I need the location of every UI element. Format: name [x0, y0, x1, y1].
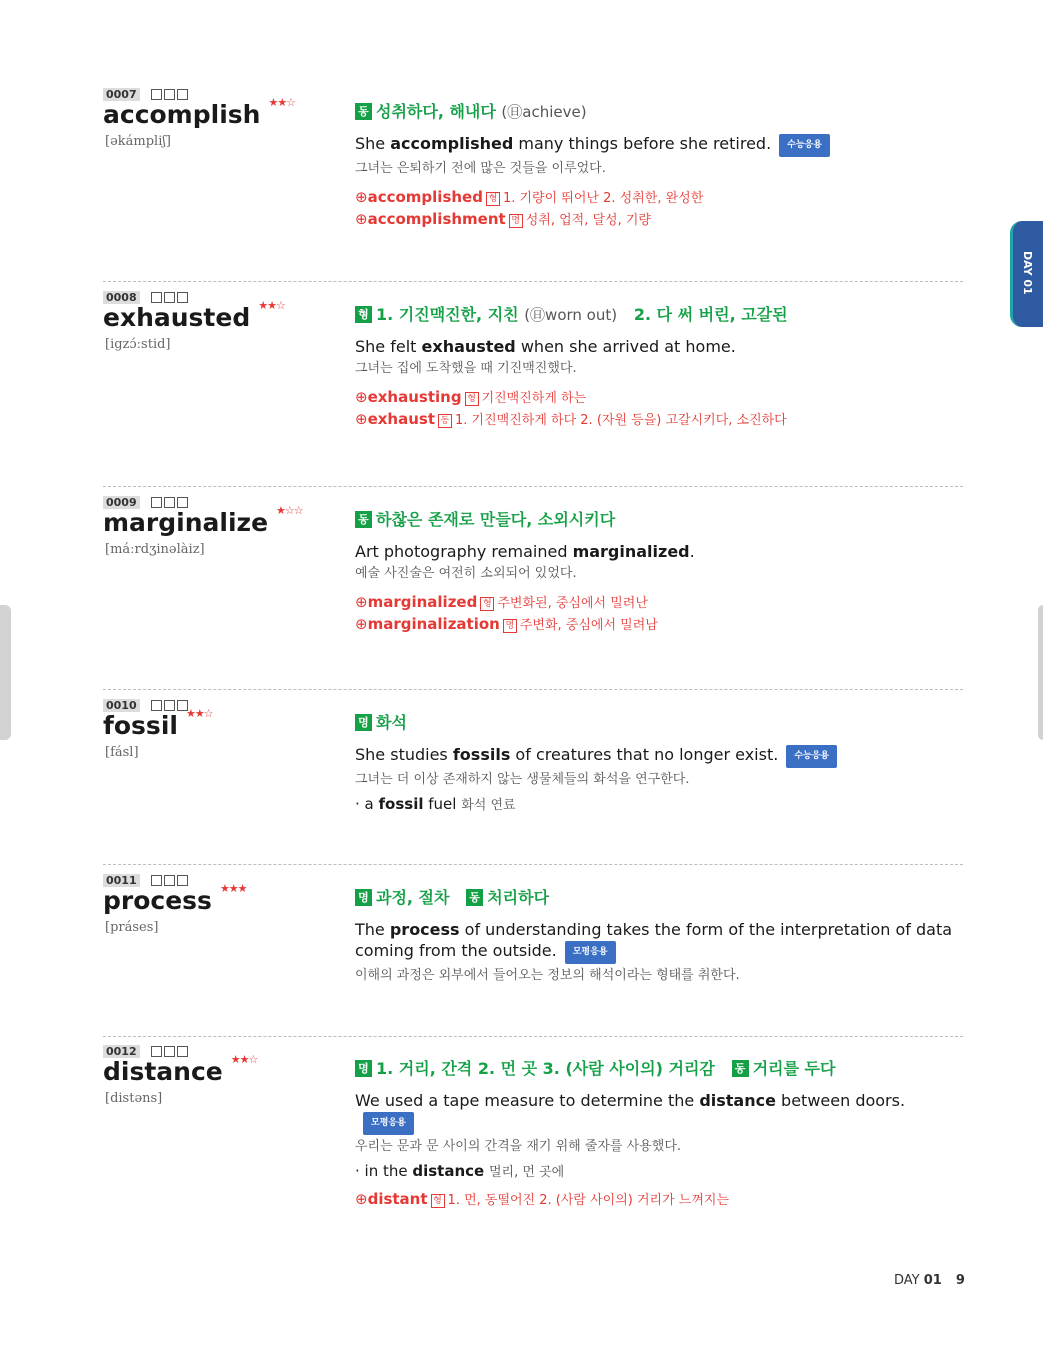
pos-tag: 동	[355, 103, 372, 120]
headword	[103, 1053, 258, 1086]
entry-number: 0012	[103, 1045, 140, 1058]
meaning	[355, 508, 955, 532]
phrase-text: fuel	[423, 795, 457, 813]
pronunciation: [máːrdʒinəlàiz]	[105, 542, 205, 557]
derivative-word: marginalization	[367, 615, 500, 633]
usage-phrase	[355, 1161, 955, 1180]
source-badge: 수능응용	[779, 134, 830, 157]
korean-translation: 그녀는 집에 도착했을 때 기진맥진했다.	[355, 361, 577, 376]
example-text: She studies	[355, 745, 453, 764]
pos-tag: 형	[355, 306, 372, 323]
example-text: between doors.	[775, 1091, 906, 1110]
right-edge-marker	[1038, 605, 1043, 740]
derivative: ⊕marginalized 형 주변화된, 중심에서 밀려난	[355, 593, 648, 611]
derivative-pos: 형	[480, 597, 494, 611]
review-checkboxes[interactable]	[151, 291, 188, 303]
phrase-keyword: fossil	[378, 795, 424, 813]
pronunciation: [əkámpliʃ]	[105, 134, 171, 149]
synonym: (㊐achieve)	[501, 103, 587, 121]
pronunciation: [igzɔ́ːstid]	[105, 337, 171, 352]
phrase-keyword: distance	[412, 1162, 485, 1180]
korean-translation: 그녀는 더 이상 존재하지 않는 생물체들의 화석을 연구한다.	[355, 772, 690, 787]
review-checkboxes[interactable]	[151, 874, 188, 886]
example-text: when she arrived at home.	[515, 337, 736, 356]
difficulty-stars: ★☆☆	[276, 504, 303, 517]
pronunciation: [distəns]	[105, 1091, 163, 1106]
derivative-word: marginalized	[367, 593, 478, 611]
meaning-text: 1. 거리, 간격 2. 먼 곳 3. (사람 사이의) 거리감	[376, 1059, 715, 1078]
checkbox[interactable]	[164, 700, 175, 711]
derivative-meaning: 1. 먼, 동떨어진 2. (사람 사이의) 거리가 느껴지는	[447, 1193, 730, 1208]
page-number: 9	[955, 1273, 965, 1288]
example-text: She	[355, 134, 391, 153]
source-badge: 모평응용	[565, 941, 616, 964]
phrase-translation: 화석 연료	[461, 798, 516, 813]
checkbox[interactable]	[177, 497, 188, 508]
entry-divider	[103, 1036, 963, 1037]
meaning	[355, 886, 955, 910]
checkbox[interactable]	[177, 1046, 188, 1057]
difficulty-stars: ★★★	[219, 882, 247, 895]
example-text: of understanding takes the form of the interpretation of data coming from the outside.	[355, 920, 953, 960]
headword-text: accomplish	[103, 100, 261, 129]
meaning-text: 성취하다, 해내다	[376, 102, 496, 121]
review-checkboxes[interactable]	[151, 496, 188, 508]
page-footer	[894, 1273, 965, 1288]
korean-translation: 이해의 과정은 외부에서 들어오는 정보의 해석이라는 형태를 취한다.	[355, 968, 740, 983]
example-keyword: marginalized	[572, 542, 690, 561]
pronunciation: [práses]	[105, 920, 159, 935]
pos-tag: 명	[355, 714, 372, 731]
derivative-word: exhausting	[367, 388, 462, 406]
day-tab[interactable]	[1010, 221, 1043, 327]
meaning-text: 과정, 절차	[376, 888, 450, 907]
derivative-meaning: 주변화, 중심에서 밀려남	[519, 618, 658, 633]
example-sentence	[355, 1090, 955, 1135]
entry-divider	[103, 486, 963, 487]
checkbox[interactable]	[164, 875, 175, 886]
phrase-text: · in the	[355, 1162, 413, 1180]
headword	[103, 707, 213, 740]
example-sentence	[355, 336, 955, 357]
checkbox[interactable]	[151, 700, 162, 711]
derivative-meaning: 성취, 업적, 달성, 기량	[525, 213, 651, 228]
derivative-pos: 명	[509, 214, 523, 228]
derivative-pos: 동	[438, 414, 452, 428]
phrase-translation: 멀리, 먼 곳에	[489, 1165, 565, 1180]
headword-text: marginalize	[103, 508, 269, 537]
korean-translation: 예술 사진술은 여전히 소외되어 있었다.	[355, 566, 577, 581]
derivative: ⊕accomplished 형 1. 기량이 뛰어난 2. 성취한, 완성한	[355, 188, 704, 206]
meaning	[355, 100, 955, 124]
headword	[103, 299, 285, 332]
example-keyword: process	[389, 920, 460, 939]
review-checkboxes[interactable]	[151, 1045, 188, 1057]
derivative-word: distant	[367, 1190, 428, 1208]
entry-number: 0007	[103, 88, 140, 101]
meaning-text: 화석	[376, 713, 407, 732]
derivative-meaning: 주변화된, 중심에서 밀려난	[497, 596, 648, 611]
difficulty-stars: ★★☆	[258, 299, 285, 312]
meaning	[355, 1057, 955, 1081]
derivative-pos: 형	[431, 1194, 445, 1208]
entry-divider	[103, 689, 963, 690]
pos-tag: 명	[355, 889, 372, 906]
example-keyword: exhausted	[421, 337, 516, 356]
derivatives	[355, 387, 955, 431]
difficulty-stars: ★★☆	[268, 96, 296, 109]
meaning-text: 1. 기진맥진한, 지친	[376, 305, 519, 324]
checkbox[interactable]	[164, 497, 175, 508]
synonym: (㊐worn out)	[524, 306, 618, 324]
headword	[103, 504, 303, 537]
derivative-word: accomplishment	[367, 210, 506, 228]
example-keyword: distance	[699, 1091, 776, 1110]
derivative-meaning: 1. 기량이 뛰어난 2. 성취한, 완성한	[502, 191, 704, 206]
example-text: many things before she retired.	[513, 134, 772, 153]
meaning-text: 하찮은 존재로 만들다, 소외시키다	[376, 510, 616, 529]
derivative: ⊕marginalization 명 주변화, 중심에서 밀려남	[355, 615, 658, 633]
example-keyword: accomplished	[390, 134, 514, 153]
entry-divider	[103, 281, 963, 282]
pos-tag: 명	[355, 1060, 372, 1077]
example-sentence	[355, 541, 955, 562]
derivative: ⊕exhaust 동 1. 기진맥진하게 하다 2. (자원 등을) 고갈시키다, 소진하다	[355, 410, 787, 428]
derivative: ⊕distant 형 1. 먼, 동떨어진 2. (사람 사이의) 거리가 느껴지는	[355, 1190, 730, 1208]
derivatives	[355, 592, 955, 636]
checkbox[interactable]	[151, 292, 162, 303]
headword	[103, 882, 247, 915]
entry-number: 0008	[103, 291, 140, 304]
derivative: ⊕exhausting 형 기진맥진하게 하는	[355, 388, 587, 406]
meaning-text: 처리하다	[487, 888, 550, 907]
footer-day-number: 01	[923, 1273, 942, 1288]
example-sentence	[355, 133, 955, 157]
pos-tag: 동	[466, 889, 483, 906]
entry-number: 0011	[103, 874, 140, 887]
entry-number: 0009	[103, 496, 140, 509]
entry-number: 0010	[103, 699, 140, 712]
review-checkboxes[interactable]	[151, 88, 188, 100]
derivative-pos: 형	[486, 192, 500, 206]
example-text: .	[689, 542, 695, 561]
difficulty-stars: ★★☆	[230, 1053, 258, 1066]
phrase-text: · a	[355, 795, 379, 813]
checkbox[interactable]	[164, 1046, 175, 1057]
derivatives	[355, 1189, 955, 1211]
checkbox[interactable]	[164, 292, 175, 303]
example-keyword: fossils	[452, 745, 511, 764]
left-edge-marker	[0, 605, 11, 740]
meaning	[355, 711, 955, 735]
checkbox[interactable]	[151, 497, 162, 508]
derivative: ⊕accomplishment 명 성취, 업적, 달성, 기량	[355, 210, 651, 228]
korean-translation: 우리는 문과 문 사이의 간격을 재기 위해 줄자를 사용했다.	[355, 1139, 682, 1154]
review-checkboxes[interactable]	[151, 699, 188, 711]
day-tab-label: DAY 01	[1021, 251, 1034, 295]
checkbox[interactable]	[151, 89, 162, 100]
meaning	[355, 303, 955, 327]
difficulty-stars: ★★☆	[185, 707, 213, 720]
example-sentence	[355, 744, 955, 768]
usage-phrase	[355, 794, 955, 813]
headword-text: exhausted	[103, 303, 251, 332]
example-text: The	[355, 920, 390, 939]
headword	[103, 96, 296, 129]
pos-tag: 동	[355, 511, 372, 528]
pronunciation: [fásl]	[105, 745, 139, 760]
checkbox[interactable]	[151, 875, 162, 886]
derivative-pos: 명	[503, 619, 517, 633]
korean-translation: 그녀는 은퇴하기 전에 많은 것들을 이루었다.	[355, 161, 606, 176]
pos-tag: 동	[732, 1060, 749, 1077]
example-sentence	[355, 919, 955, 964]
checkbox[interactable]	[164, 89, 175, 100]
meaning-text: 2. 다 써 버린, 고갈된	[633, 305, 788, 324]
example-text: She felt	[355, 337, 422, 356]
checkbox[interactable]	[177, 292, 188, 303]
derivative-word: accomplished	[367, 188, 483, 206]
derivative-meaning: 기진맥진하게 하는	[481, 391, 587, 406]
meaning-text: 거리를 두다	[752, 1059, 836, 1078]
checkbox[interactable]	[177, 89, 188, 100]
checkbox[interactable]	[151, 1046, 162, 1057]
headword-text: process	[103, 886, 212, 915]
derivatives	[355, 187, 955, 231]
derivative-pos: 형	[465, 392, 479, 406]
source-badge: 모평응용	[363, 1112, 414, 1135]
headword-text: fossil	[103, 711, 178, 740]
example-text: Art photography remained	[355, 542, 573, 561]
source-badge: 수능응용	[786, 745, 837, 768]
footer-day-label: DAY	[894, 1273, 920, 1288]
checkbox[interactable]	[177, 875, 188, 886]
example-text: We used a tape measure to determine the	[355, 1091, 700, 1110]
headword-text: distance	[103, 1057, 223, 1086]
example-text: of creatures that no longer exist.	[510, 745, 779, 764]
derivative-meaning: 1. 기진맥진하게 하다 2. (자원 등을) 고갈시키다, 소진하다	[455, 413, 787, 428]
derivative-word: exhaust	[367, 410, 436, 428]
entry-divider	[103, 864, 963, 865]
